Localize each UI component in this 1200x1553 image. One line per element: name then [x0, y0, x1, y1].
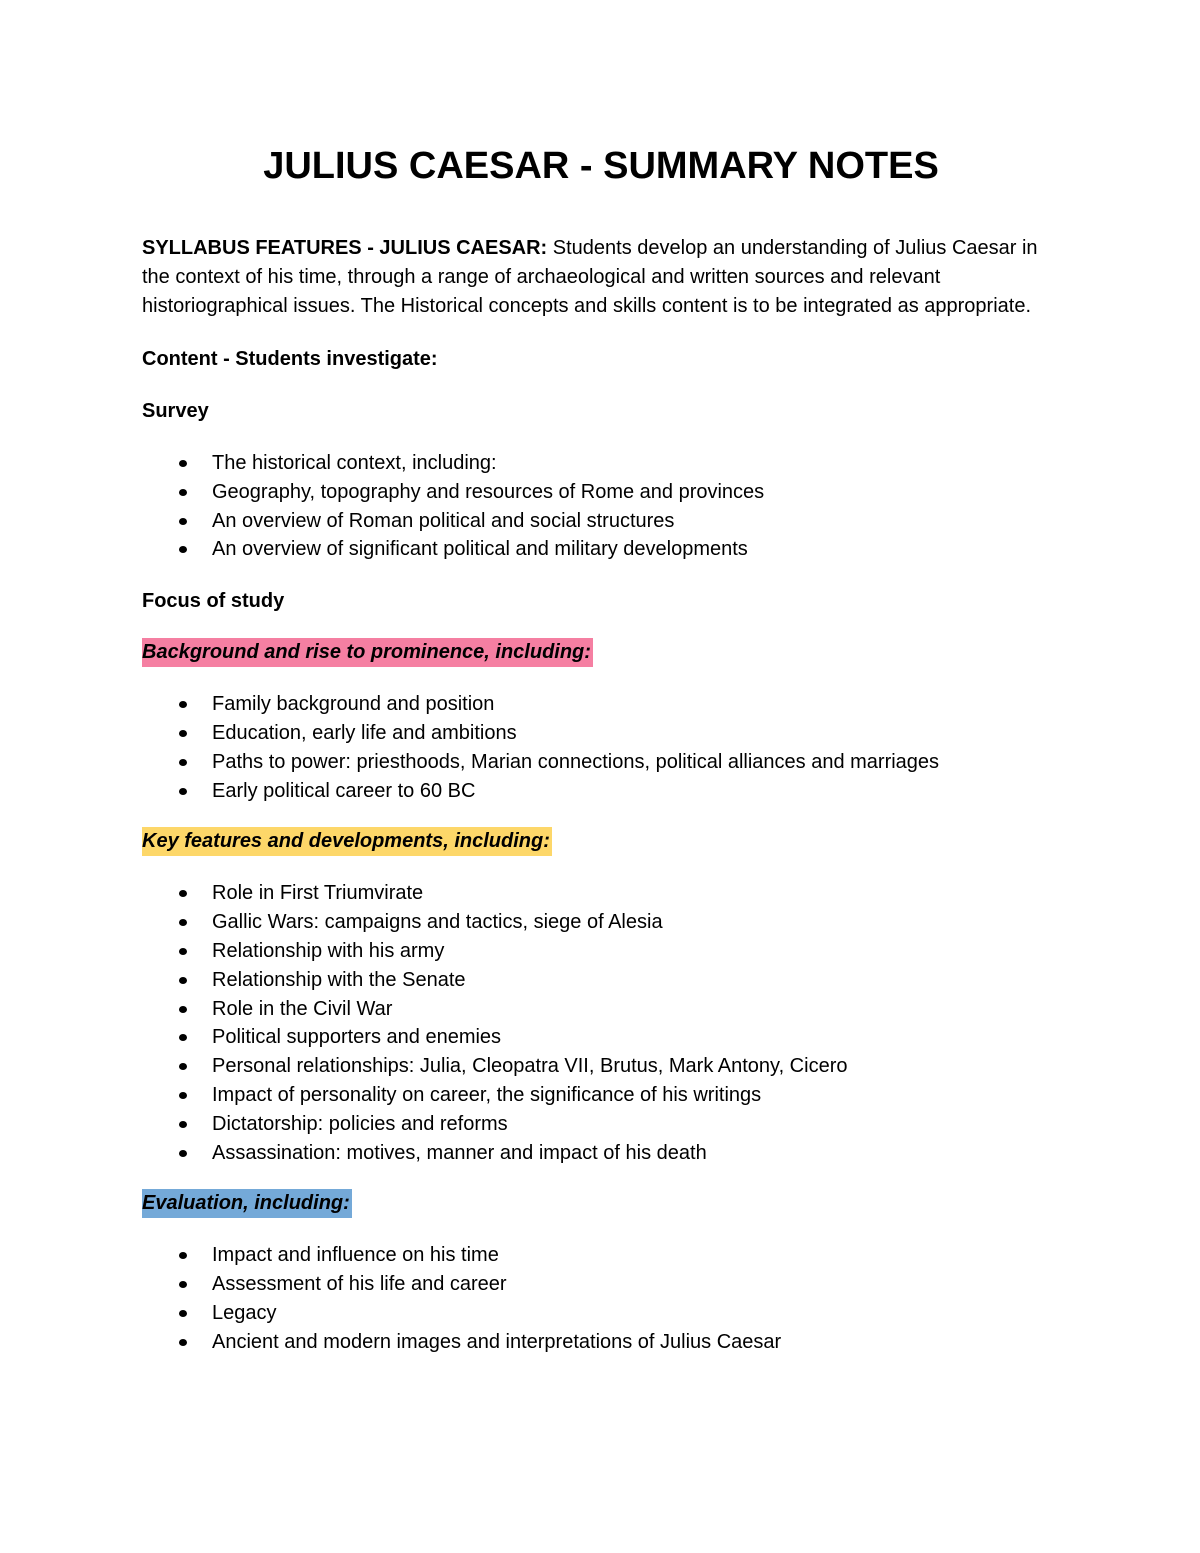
- list-item: Political supporters and enemies: [142, 1023, 1060, 1052]
- list-item: Geography, topography and resources of Rome and provinces: [142, 478, 1060, 507]
- bullet-icon: [179, 1150, 187, 1157]
- bullet-icon: [179, 1063, 187, 1070]
- bullet-icon: [179, 890, 187, 897]
- bullet-icon: [179, 1281, 187, 1288]
- list-item: Impact and influence on his time: [142, 1241, 1060, 1270]
- content-heading: Content - Students investigate:: [142, 348, 438, 370]
- bullet-icon: [179, 701, 187, 708]
- list-item: Role in the Civil War: [142, 995, 1060, 1024]
- key-features-heading-row: [142, 827, 1060, 856]
- list-item: Ancient and modern images and interpretations of Julius Caesar: [142, 1328, 1060, 1357]
- syllabus-paragraph: [142, 234, 1060, 321]
- evaluation-heading: Evaluation, including:: [142, 1189, 352, 1218]
- list-item: Relationship with his army: [142, 937, 1060, 966]
- survey-list: [142, 449, 1060, 564]
- background-heading: Background and rise to prominence, including:: [142, 638, 593, 667]
- syllabus-label: SYLLABUS FEATURES - JULIUS CAESAR:: [142, 237, 548, 259]
- evaluation-heading-row: [142, 1189, 1060, 1218]
- bullet-icon: [179, 1339, 187, 1346]
- list-item: Personal relationships: Julia, Cleopatra VII, Brutus, Mark Antony, Cicero: [142, 1052, 1060, 1081]
- bullet-icon: [179, 759, 187, 766]
- bullet-icon: [179, 977, 187, 984]
- list-item: Assassination: motives, manner and impact of his death: [142, 1139, 1060, 1168]
- document-title: JULIUS CAESAR - SUMMARY NOTES: [263, 145, 939, 187]
- list-item: Impact of personality on career, the significance of his writings: [142, 1081, 1060, 1110]
- list-item: Relationship with the Senate: [142, 966, 1060, 995]
- list-item: Gallic Wars: campaigns and tactics, siege of Alesia: [142, 908, 1060, 937]
- evaluation-list: [142, 1241, 1060, 1356]
- list-item: Legacy: [142, 1299, 1060, 1328]
- list-item: Paths to power: priesthoods, Marian connections, political alliances and marriages: [142, 748, 1060, 777]
- focus-heading: Focus of study: [142, 590, 285, 613]
- bullet-icon: [179, 546, 187, 553]
- key-features-heading: Key features and developments, including:: [142, 827, 552, 856]
- bullet-icon: [179, 1006, 187, 1013]
- bullet-icon: [179, 788, 187, 795]
- bullet-icon: [179, 948, 187, 955]
- bullet-icon: [179, 460, 187, 467]
- bullet-icon: [179, 518, 187, 525]
- list-item: Role in First Triumvirate: [142, 879, 1060, 908]
- list-item: An overview of Roman political and social structures: [142, 507, 1060, 536]
- key-features-list: [142, 879, 1060, 1167]
- list-item: The historical context, including:: [142, 449, 1060, 478]
- list-item: Dictatorship: policies and reforms: [142, 1110, 1060, 1139]
- list-item: Assessment of his life and career: [142, 1270, 1060, 1299]
- bullet-icon: [179, 1034, 187, 1041]
- bullet-icon: [179, 1121, 187, 1128]
- list-item: Early political career to 60 BC: [142, 777, 1060, 806]
- bullet-icon: [179, 730, 187, 737]
- bullet-icon: [179, 1252, 187, 1259]
- bullet-icon: [179, 919, 187, 926]
- list-item: An overview of significant political and military developments: [142, 535, 1060, 564]
- bullet-icon: [179, 1310, 187, 1317]
- bullet-icon: [179, 489, 187, 496]
- list-item: Education, early life and ambitions: [142, 719, 1060, 748]
- background-list: [142, 690, 1060, 805]
- survey-heading: Survey: [142, 400, 209, 422]
- syllabus-text: Students develop an understanding of Julius Caesar in the context of his time, through a range of archaeological and written sources and relevant historiographical issues. The Historical concepts and skills content is to be integrated as appropriate.: [142, 237, 1038, 317]
- background-heading-row: [142, 638, 1060, 667]
- bullet-icon: [179, 1092, 187, 1099]
- list-item: Family background and position: [142, 690, 1060, 719]
